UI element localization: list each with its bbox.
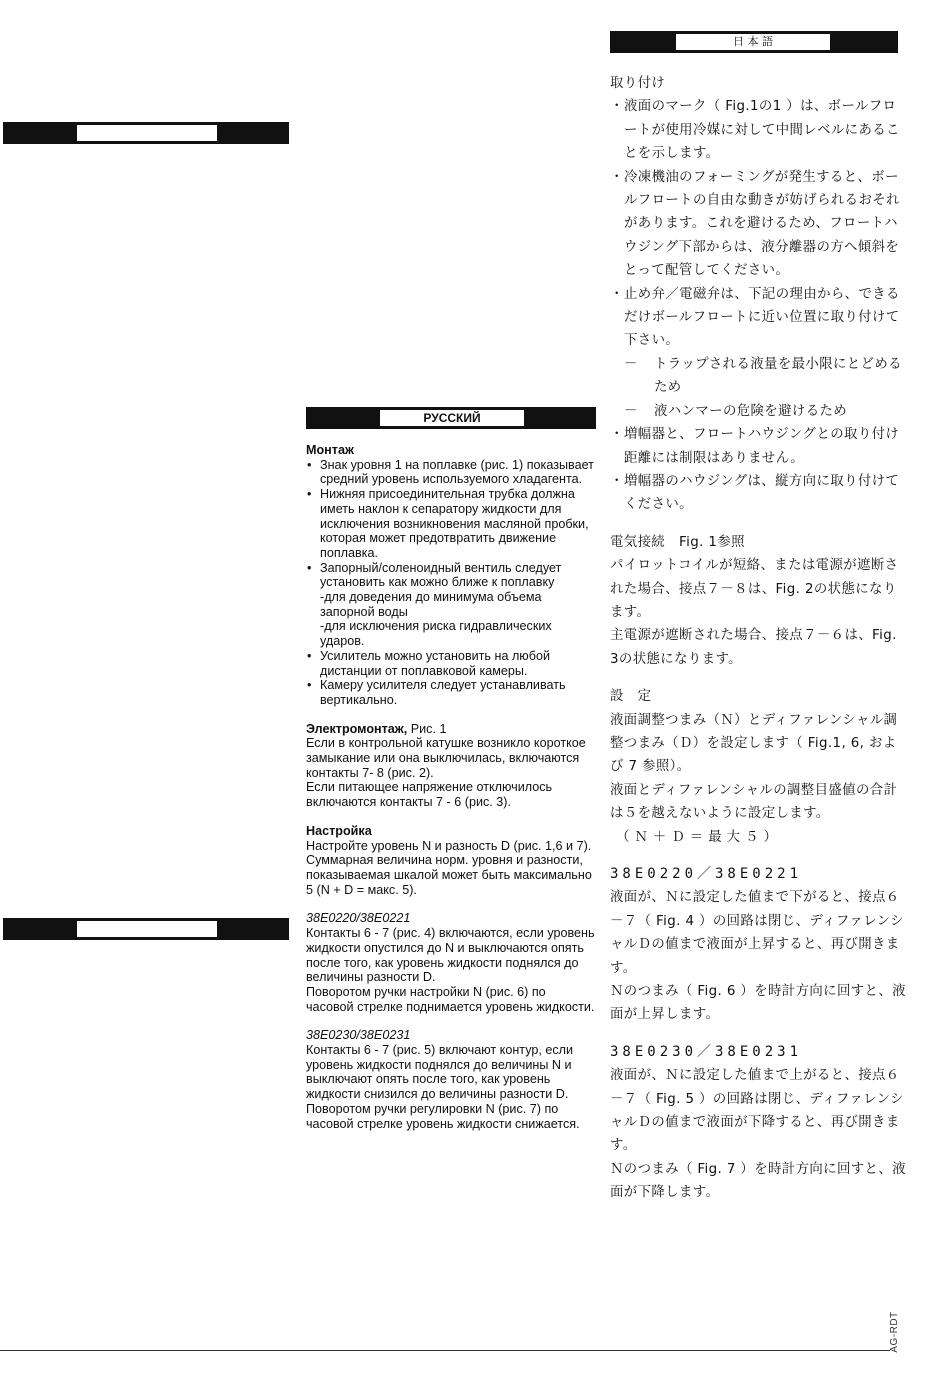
japanese-header-bar [610, 31, 898, 53]
ja-model2-text: 液面が、Ｎに設定した値まで上がると、接点６－７（ Fig. 5 ）の回路は閉じ、ディファレンシャルＤの値まで液面が下降すると、再び開きます。 [610, 1068, 904, 1154]
ja-model2-title: 38E0230／38E0231 [610, 1043, 803, 1060]
japanese-header-label: 日 本 語 [676, 34, 830, 50]
empty-language-header-bottom [3, 918, 289, 940]
russian-header-bar [306, 407, 596, 429]
ru-setup-text: Суммарная величина норм. уровня и разности, показываемая шкалой может быть максимально 5 (N + D = макс. 5). [306, 853, 592, 897]
ru-model1-text: Поворотом ручки настройки N (рис. 6) по часовой стрелке поднимается уровень жидкости. [306, 984, 595, 1014]
list-item: ・ 増幅器と、フロートハウジングとの取り付け距離には制限はありません。 [610, 423, 910, 470]
ru-model2-text: Контакты 6 - 7 (рис. 5) включают контур, если уровень жидкости поднялся до величины N и выключают опять после того, как уровень жидкости снизился до величины разности D. [306, 1043, 574, 1102]
list-item: ・ 増幅器のハウジングは、縦方向に取り付けてください。 [610, 470, 910, 517]
ja-elec-text: 主電源が遮断された場合、接点７－６は、Fig. 3の状態になります。 [610, 628, 897, 667]
ru-model1-text: Контакты 6 - 7 (рис. 4) включаются, если уровень жидкости опустился до N и выключаются опять после того, как уровень жидкости поднялся до величины разности D. [306, 926, 595, 985]
ja-setup-text: 液面調整つまみ（Ｎ）とディファレンシャル調整つまみ（Ｄ）を設定します（ Fig.1, 6, および 7 参照）。 [610, 712, 898, 775]
ru-elec-title [306, 722, 596, 737]
ru-setup-text: Настройте уровень N и разность D (рис. 1,6 и 7). [306, 838, 592, 853]
ja-model1-text: 液面が、Ｎに設定した値まで下がると、接点６－７（ Fig. 4 ）の回路は閉じ、ディファレンシャルＤの値まで液面が上昇すると、再び開きます。 [610, 890, 904, 976]
list-item: ・ 止め弁／電磁弁は、下記の理由から、できるだけボールフロートに近い位置に取り付けて下さい。 [610, 283, 910, 353]
ru-elec-title-text: Электромонтаж, [306, 721, 408, 736]
ru-elec-text: Если питающее напряжение отключилось включаются контакты 7 - 6 (рис. 3). [306, 780, 553, 810]
list-item: • Нижняя присоединительная трубка должна иметь наклон к сепаратору жидкости для исключения возникновения масляной пробки, которая может предотвратить движение поплавка. [306, 487, 596, 561]
ja-elec-text: パイロットコイルが短絡、または電源が遮断された場合、接点７－８は、Fig. 2の状態になります。 [610, 558, 899, 620]
ru-model1-title: 38E0220/38E0221 [306, 911, 411, 926]
ru-elec-ref: Рис. 1 [410, 721, 447, 736]
ru-valve-reason: -для доведения до минимума объема запорной воды [320, 590, 542, 619]
ja-model1-text: Ｎのつまみ（ Fig. 6 ）を時計方向に回すと、液面が上昇します。 [610, 984, 906, 1023]
ja-setup-text: 液面とディファレンシャルの調整目盛値の合計は５を越えないように設定します。 [610, 782, 898, 822]
empty-language-label [77, 125, 217, 141]
footer-code: AG-RDT [889, 1311, 900, 1353]
ru-valve-reason: -для исключения риска гидравлических ударов. [320, 619, 552, 649]
list-item: • Камеру усилителя следует устанавливать вертикально. [306, 678, 596, 707]
list-item: ・ 液面のマーク（ Fig.1の1 ）は、ボールフロートが使用冷媒に対して中間レベルにあることを示します。 [610, 95, 910, 165]
list-item: ・ 冷凍機油のフォーミングが発生すると、ボールフロートの自由な動きが妨げられるおそれがあります。これを避けるため、フロートハウジング下部からは、液分離器の方へ傾斜をとって配管してください。 [610, 166, 910, 283]
empty-language-header-top [3, 122, 289, 144]
list-item [306, 561, 596, 649]
ru-valve-text: Запорный/соленоидный вентиль следует установить как можно ближе к поплавку [320, 560, 562, 590]
japanese-section [610, 72, 910, 1205]
ru-mount-list [306, 458, 596, 708]
ja-dash-item: － 液ハンマーの危険を避けるため [610, 400, 910, 423]
ja-model1-title: 38E0220／38E0221 [610, 866, 803, 882]
list-item: • Знак уровня 1 на поплавке (рис. 1) показывает средний уровень используемого хладагента. [306, 458, 596, 487]
footer-rule [0, 1350, 890, 1351]
empty-language-label [77, 921, 217, 937]
ja-elec-title: 電気接続 Fig. 1参照 [610, 534, 745, 550]
ru-setup-title: Настройка [306, 823, 372, 838]
ja-mount-title: 取り付け [610, 76, 666, 91]
ja-model2-text: Ｎのつまみ（ Fig. 7 ）を時計方向に回すと、液面が下降します。 [610, 1161, 906, 1201]
ja-setup-title: 設 定 [610, 689, 652, 705]
ru-model2-title: 38E0230/38E0231 [306, 1028, 411, 1043]
ja-dash-item: － トラップされる液量を最小限にとどめるため [610, 353, 910, 400]
russian-header-label: РУССКИЙ [380, 410, 524, 426]
ru-mount-title: Монтаж [306, 443, 354, 457]
ja-setup-formula: （ Ｎ ＋ Ｄ ＝ 最 大 ５ ） [616, 829, 778, 845]
ru-elec-text: Если в контрольной катушке возникло короткое замыкание или она выключилась, включаются контакты 7- 8 (рис. 2). [306, 736, 586, 780]
list-item: • Усилитель можно установить на любой дистанции от поплавковой камеры. [306, 649, 596, 678]
russian-section [306, 443, 596, 1131]
ru-model2-text: Поворотом ручки регулировки N (рис. 7) по часовой стрелке уровень жидкости снижается. [306, 1101, 580, 1131]
